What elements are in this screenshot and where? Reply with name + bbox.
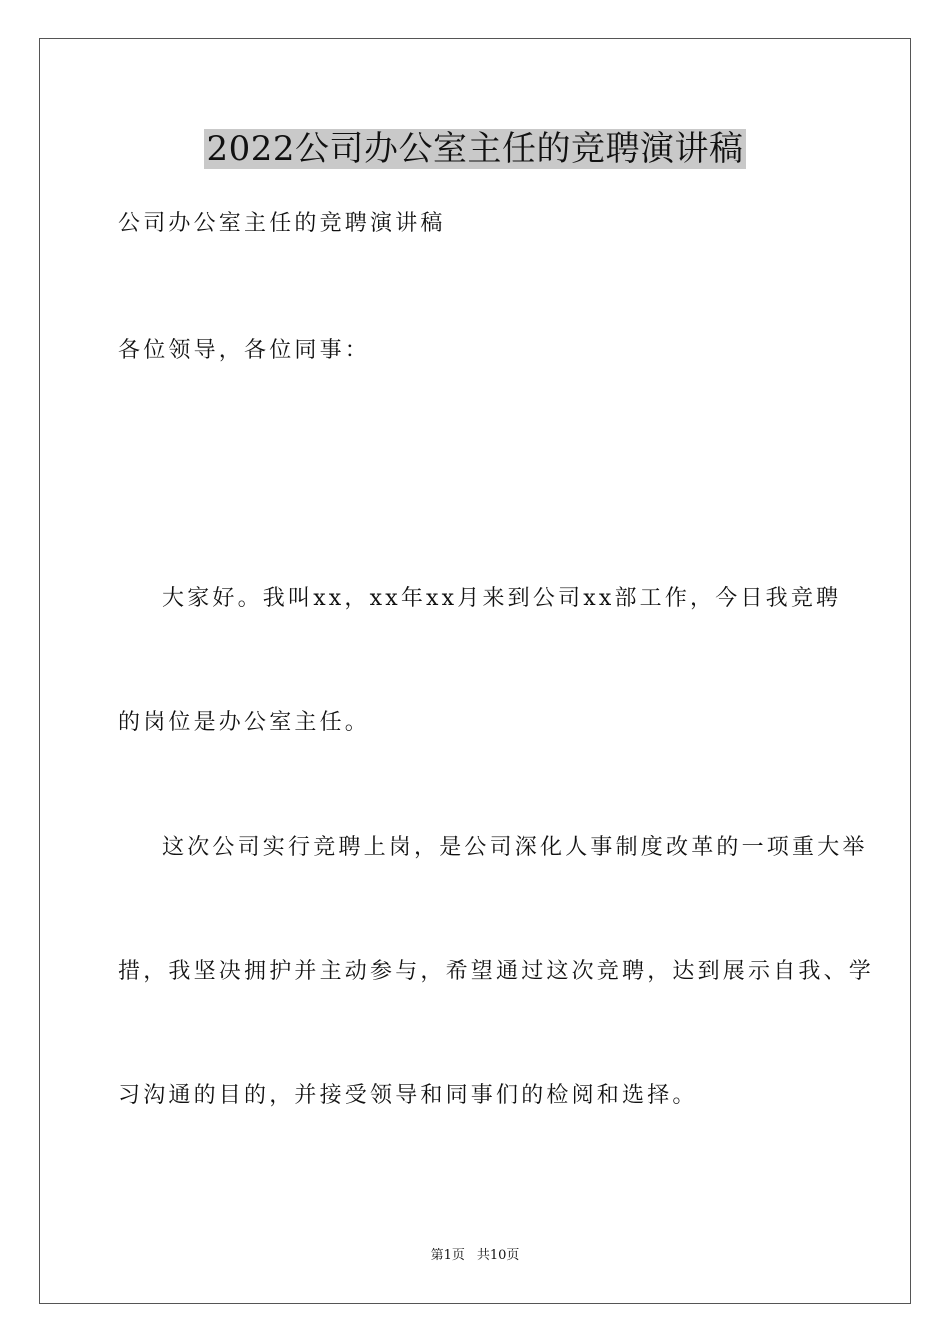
document-title xyxy=(0,127,950,171)
paragraph-2-line-2: 措，我坚决拥护并主动参与，希望通过这次竞聘，达到展示自我、学 xyxy=(118,959,875,984)
paragraph-2-line-3: 习沟通的目的，并接受领导和同事们的检阅和选择。 xyxy=(118,1083,698,1108)
page-footer xyxy=(0,1247,950,1265)
paragraph-1-line-1: 大家好。我叫xx，xx年xx月来到公司xx部工作，今日我竞聘 xyxy=(162,586,842,611)
greeting-line: 各位领导，各位同事： xyxy=(118,338,371,363)
page-total: 共10页 xyxy=(476,1248,520,1263)
paragraph-1-line-2: 的岗位是办公室主任。 xyxy=(118,710,371,735)
page-number: 第1页 xyxy=(430,1248,465,1263)
document-subtitle: 公司办公室主任的竞聘演讲稿 xyxy=(118,211,446,236)
document-title-text: 2022公司办公室主任的竞聘演讲稿 xyxy=(206,129,744,169)
paragraph-2-line-1: 这次公司实行竞聘上岗，是公司深化人事制度改革的一项重大举 xyxy=(162,835,868,860)
